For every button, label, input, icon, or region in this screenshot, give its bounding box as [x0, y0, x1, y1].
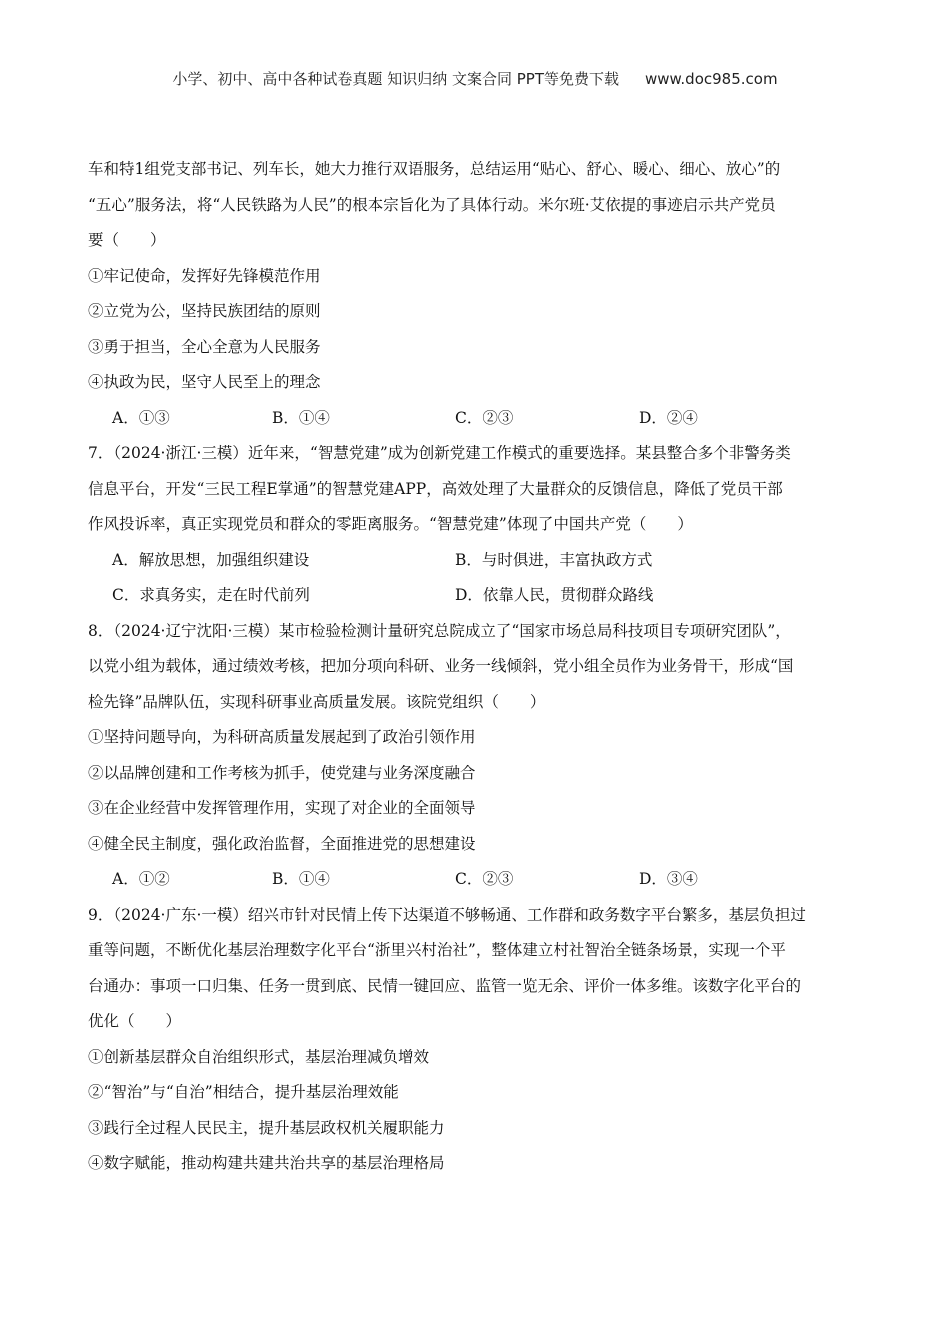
question-7-stem-line: 7．（2024·浙江·三模）近年来，“智慧党建”成为创新党建工作模式的重要选择。某县整合多个非警务类: [88, 444, 791, 462]
question-8-stem-line: 检先锋”品牌队伍，实现科研事业高质量发展。该院党组织（ ）: [88, 692, 546, 711]
option-a[interactable]: A．①②: [112, 870, 170, 888]
question-7-options-row-2: [88, 578, 864, 614]
question-8-statement: ①坚持问题导向，为科研高质量发展起到了政治引领作用: [88, 728, 476, 746]
page-header: [0, 68, 950, 89]
option-b[interactable]: B．与时俱进，丰富执政方式: [455, 550, 653, 569]
option-c[interactable]: C．②③: [455, 408, 514, 427]
question-9-stem-line: 台通办：事项一口归集、任务一贯到底、民情一键回应、监管一览无余、评价一体多维。该数字化平台的: [88, 976, 802, 995]
question-9-stem-line: 优化（ ）: [88, 1012, 182, 1030]
question-7: [88, 436, 864, 614]
question-6-statement: ①牢记使命，发挥好先锋模范作用: [88, 266, 321, 285]
question-9-statement: ③践行全过程人民民主，提升基层政权机关履职能力: [88, 1118, 445, 1137]
option-a[interactable]: A．①③: [112, 408, 170, 427]
question-6-statement: ④执政为民，坚守人民至上的理念: [88, 373, 321, 391]
question-9-statement: ②“智治”与“自治”相结合，提升基层治理效能: [88, 1083, 399, 1101]
question-8-statement: ②以品牌创建和工作考核为抓手，使党建与业务深度融合: [88, 763, 476, 782]
question-8-stem-line: 以党小组为载体，通过绩效考核，把加分项向科研、业务一线倾斜，党小组全员作为业务骨干，形成“国: [88, 657, 794, 675]
option-d[interactable]: D．②④: [639, 408, 698, 427]
option-b[interactable]: B．①④: [272, 870, 330, 888]
question-9-stem-line: 重等问题，不断优化基层治理数字化平台“浙里兴村治社”，整体建立村社智治全链条场景，实现一个平: [88, 941, 786, 959]
question-9-statement: ④数字赋能，推动构建共建共治共享的基层治理格局: [88, 1154, 445, 1172]
question-6-stem-line: 要（ ）: [88, 231, 166, 249]
question-6-stem-line: “五心”服务法，将“人民铁路为人民”的根本宗旨化为了具体行动。米尔班·艾依提的事迹启示共产党员: [88, 195, 776, 214]
question-6-options: [88, 401, 864, 437]
option-a[interactable]: A．解放思想，加强组织建设: [112, 550, 310, 569]
option-c[interactable]: C．②③: [455, 870, 514, 888]
question-8-statement: ③在企业经营中发挥管理作用，实现了对企业的全面领导: [88, 799, 476, 817]
question-9-statement: ①创新基层群众自治组织形式，基层治理减负增效: [88, 1047, 430, 1066]
header-text: 小学、初中、高中各种试卷真题 知识归纳 文案合同 PPT等免费下载: [172, 70, 619, 88]
document-body: [88, 152, 864, 1182]
question-8-stem-line: 8．（2024·辽宁沈阳·三模）某市检验检测计量研究总院成立了“国家市场总局科技项目专项研究团队”，: [88, 621, 791, 640]
question-6-statement: ③勇于担当，全心全意为人民服务: [88, 337, 321, 356]
question-8-statement: ④健全民主制度，强化政治监督，全面推进党的思想建设: [88, 834, 476, 853]
option-b[interactable]: B．①④: [272, 408, 330, 427]
question-7-stem-line: 作风投诉率，真正实现党员和群众的零距离服务。“智慧党建”体现了中国共产党（ ）: [88, 515, 693, 533]
question-6-statement: ②立党为公，坚持民族团结的原则: [88, 302, 321, 320]
option-d[interactable]: D．③④: [639, 870, 698, 888]
question-7-options-row-1: [88, 543, 864, 579]
option-c[interactable]: C．求真务实，走在时代前列: [112, 586, 310, 604]
question-6-stem-line: 车和特1组党支部书记、列车长，她大力推行双语服务，总结运用“贴心、舒心、暖心、细心、放心”的: [88, 160, 781, 178]
header-site-url[interactable]: www.doc985.com: [644, 70, 778, 88]
question-9: [88, 898, 864, 1182]
option-d[interactable]: D．依靠人民，贯彻群众路线: [455, 586, 654, 604]
question-8-options: [88, 862, 864, 898]
question-8: [88, 614, 864, 898]
question-7-stem-line: 信息平台，开发“三民工程E掌通”的智慧党建APP，高效处理了大量群众的反馈信息，降低了党员干部: [88, 479, 783, 498]
question-9-stem-line: 9．（2024·广东·一模）绍兴市针对民情上传下达渠道不够畅通、工作群和政务数字平台繁多，基层负担过: [88, 905, 806, 924]
question-6: [88, 152, 864, 436]
